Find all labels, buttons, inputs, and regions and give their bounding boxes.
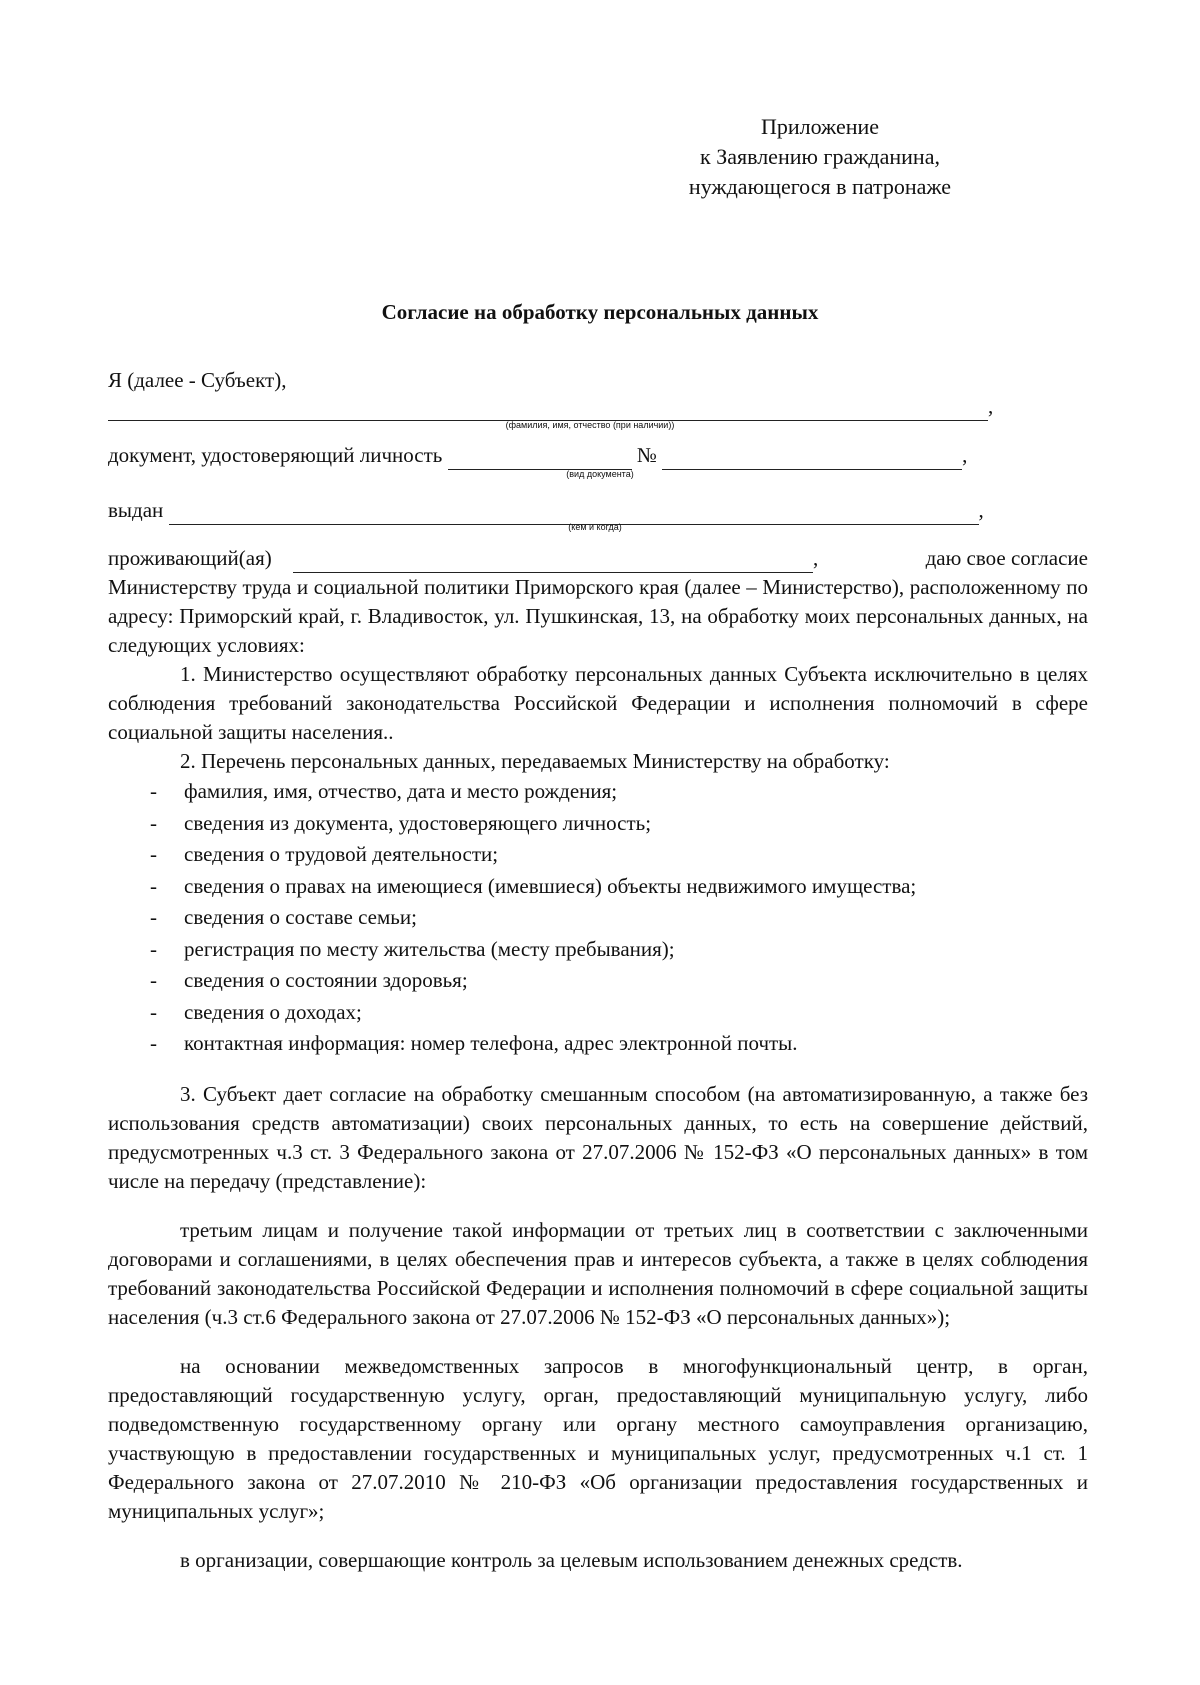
issued-comma: , — [978, 498, 984, 522]
clause-3: 3. Субъект дает согласие на обработку смешанным способом (на автоматизированную, а также без использования средств автоматизации) своих персональных данных, то есть на совершение действий, предусмотренных ч.3 ст. 3 Федерального закона от 27.07.2006 № 152-ФЗ «О персональных данных» в том числе на передачу (представление): — [108, 1081, 1088, 1193]
fio-comma: , — [988, 394, 994, 418]
control-orgs-paragraph: в организации, совершающие контроль за целевым использованием денежных средств. — [180, 1547, 963, 1572]
consent-body — [108, 573, 1088, 1575]
residing-comma: , — [812, 546, 819, 570]
residing-row — [108, 544, 1088, 573]
document-row — [108, 441, 1088, 470]
list-item: - сведения о доходах; — [108, 997, 1088, 1029]
consent-tail: даю свое согласие — [925, 546, 1088, 570]
list-item: - фамилия, имя, отчество, дата и место рождения; — [108, 776, 1088, 808]
list-item: - сведения о состоянии здоровья; — [108, 965, 1088, 997]
third-parties-paragraph: третьим лицам и получение такой информации от третьих лиц в соответствии с заключенными договорами и соглашениями, в целях обеспечения прав и интересов субъекта, а также в целях соблюдения требований законодательства Российской Федерации и исполнения полномочий в сфере социальной защиты населения (ч.3 ст.6 Федерального закона от 27.07.2006 № 152-ФЗ «О персональных данных»); — [108, 1217, 1088, 1329]
list-item: - сведения о правах на имеющиеся (имевшиеся) объекты недвижимого имущества; — [108, 871, 1088, 903]
document-comma: , — [962, 443, 968, 467]
issued-hint: (кем и когда) — [568, 522, 622, 532]
document-number-field[interactable] — [662, 447, 962, 470]
clause-2: 2. Перечень персональных данных, передаваемых Министерству на обработку: — [180, 749, 890, 773]
subject-label: Я (далее - Субъект), — [108, 368, 287, 392]
number-sign: № — [636, 443, 657, 467]
appendix-line-1: Приложение — [760, 114, 880, 139]
document-label: документ, удостоверяющий личность — [108, 443, 443, 467]
issued-row — [108, 496, 1088, 525]
doc-type-hint: (вид документа) — [566, 469, 634, 479]
list-item: - регистрация по месту жительства (месту пребывания); — [108, 934, 1088, 966]
list-item: - сведения о составе семьи; — [108, 902, 1088, 934]
personal-data-list — [108, 776, 1088, 1060]
appendix-line-2: к Заявлению гражданина, — [700, 144, 940, 169]
residing-field[interactable] — [293, 550, 813, 573]
appendix-header — [620, 112, 1020, 202]
fio-row — [108, 392, 1088, 421]
fio-field[interactable] — [108, 398, 988, 421]
intro-paragraph: Министерству труда и социальной политики Приморского края (далее – Министерство), расположенному по адресу: Приморский край, г. Владивосток, ул. Пушкинская, 13, на обработку моих персональных данных, на следующих условиях: — [108, 575, 1088, 657]
clause-1: 1. Министерство осуществляют обработку персональных данных Субъекта исключительно в целях соблюдения требований законодательства Российской Федерации и исполнения полномочий в сфере социальной защиты населения.. — [108, 662, 1088, 744]
list-item: - сведения о трудовой деятельности; — [108, 839, 1088, 871]
list-item: - сведения из документа, удостоверяющего личность; — [108, 808, 1088, 840]
appendix-line-3: нуждающегося в патронаже — [688, 174, 952, 199]
interdepartmental-paragraph: на основании межведомственных запросов в многофункциональный центр, в орган, предоставляющий государственную услугу, орган, предоставляющий муниципальную услугу, либо подведомственную государственному органу или органу местного самоуправления организацию, участвующую в предоставлении государственных и муниципальных услуг, предусмотренных ч.1 ст. 1 Федерального закона от 27.07.2010 № 210-ФЗ «Об организации предоставления государственных и муниципальных услуг»; — [108, 1353, 1088, 1523]
list-item: - контактная информация: номер телефона, адрес электронной почты. — [108, 1028, 1088, 1060]
fio-hint: (фамилия, имя, отчество (при наличии)) — [505, 420, 675, 430]
issued-label: выдан — [108, 498, 164, 522]
document-title: Согласие на обработку персональных данных — [381, 300, 819, 324]
document-type-field[interactable] — [448, 447, 632, 470]
residing-label: проживающий(ая) — [108, 546, 272, 570]
